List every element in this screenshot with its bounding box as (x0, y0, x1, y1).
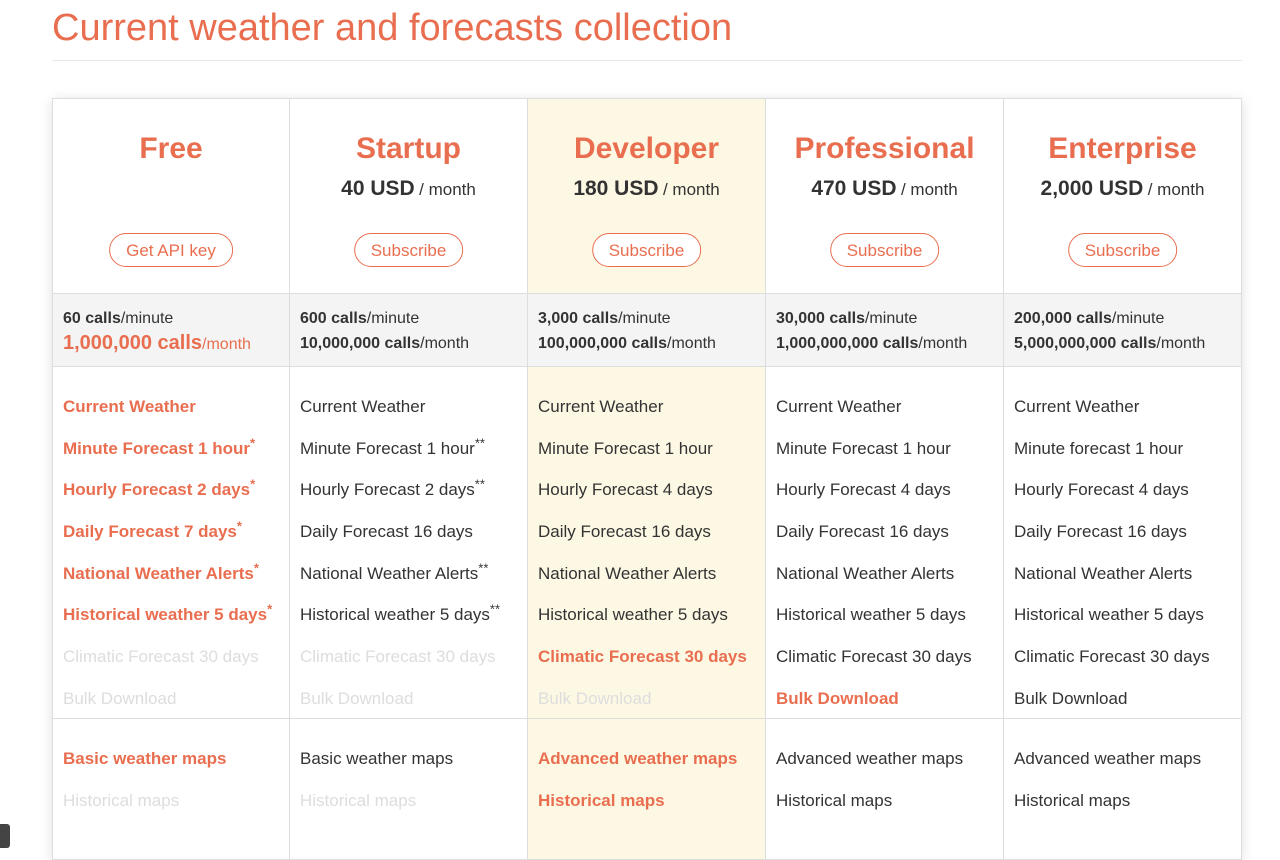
calls-minute-value: 30,000 (776, 310, 825, 327)
feature-item (538, 637, 765, 679)
footnote-mark: ** (489, 601, 501, 617)
calls-word: calls (85, 310, 121, 327)
map-feature-item (538, 781, 765, 823)
feature-item (538, 554, 765, 596)
map-feature-item (1014, 739, 1241, 781)
footnote-mark: * (267, 601, 273, 617)
maps-list (53, 719, 289, 822)
feature-item (63, 595, 289, 637)
feature-label: Historical weather 5 days (776, 605, 966, 625)
maps-list (290, 719, 527, 822)
feature-item (300, 595, 527, 637)
feature-item (63, 679, 289, 721)
feature-item (538, 387, 765, 429)
feature-label: Bulk Download (1014, 688, 1128, 708)
calls-month-value: 1,000,000 (63, 332, 152, 354)
plan-name: Developer (573, 132, 720, 165)
plan-column-enterprise (1003, 99, 1241, 859)
subscribe-button-startup[interactable]: Subscribe (354, 233, 464, 267)
feature-item (538, 512, 765, 554)
price-period: / month (662, 180, 720, 199)
map-feature-label: Historical maps (63, 790, 180, 810)
plan-header (1004, 99, 1241, 293)
map-feature-label: Advanced weather maps (538, 749, 738, 768)
map-feature-label: Advanced weather maps (776, 749, 964, 768)
feature-label: National Weather Alerts (538, 563, 717, 583)
per-minute-unit: /minute (366, 310, 420, 327)
feature-label: Climatic Forecast 30 days (63, 647, 259, 667)
calls-limits (528, 293, 765, 367)
calls-word: calls (882, 335, 919, 352)
plan-price (290, 176, 527, 204)
maps-list (528, 719, 765, 822)
calls-limits (290, 293, 527, 367)
price-period: / month (1147, 180, 1205, 199)
subscribe-button-professional[interactable]: Subscribe (830, 233, 940, 267)
title-divider (52, 60, 1242, 61)
feature-item (63, 429, 289, 471)
feature-label: National Weather Alerts (1014, 563, 1193, 583)
footnote-mark: * (236, 518, 242, 534)
footnote-mark: * (253, 560, 259, 576)
feature-item (63, 387, 289, 429)
plan-header (290, 99, 527, 293)
plan-price (1004, 176, 1241, 204)
map-feature-item (300, 781, 527, 823)
calls-word: calls (582, 310, 619, 327)
feature-label: Historical weather 5 days (63, 605, 268, 625)
footnote-mark: * (250, 435, 256, 451)
map-feature-item (776, 739, 1003, 781)
feature-label: Daily Forecast 7 days (63, 522, 237, 542)
side-tab-handle[interactable] (0, 824, 10, 848)
plan-header (766, 99, 1003, 293)
feature-label: National Weather Alerts (776, 563, 955, 583)
feature-list (528, 367, 765, 719)
calls-limits (1004, 293, 1241, 367)
calls-word: calls (331, 310, 367, 327)
feature-list (290, 367, 527, 719)
map-feature-label: Historical maps (538, 790, 665, 810)
feature-list (1004, 367, 1241, 719)
price-amount: 40 USD (341, 177, 415, 200)
feature-item (776, 387, 1003, 429)
feature-label: National Weather Alerts (300, 563, 479, 583)
feature-label: Historical weather 5 days (1014, 605, 1204, 625)
feature-item (1014, 429, 1241, 471)
per-minute-unit: /minute (618, 310, 671, 327)
map-feature-item (1014, 781, 1241, 823)
feature-label: Climatic Forecast 30 days (300, 647, 496, 667)
per-month-unit: /month (667, 335, 716, 352)
plan-name: Startup (356, 132, 461, 165)
calls-word: calls (631, 335, 668, 352)
feature-item (1014, 554, 1241, 596)
calls-per-month (300, 331, 527, 356)
feature-label: Climatic Forecast 30 days (1014, 647, 1210, 667)
footnote-mark: ** (474, 476, 485, 492)
feature-label: Hourly Forecast 4 days (1014, 480, 1189, 500)
calls-word: calls (384, 335, 421, 352)
feature-label: Minute forecast 1 hour (1014, 438, 1184, 458)
feature-list (766, 367, 1003, 719)
feature-label: Daily Forecast 16 days (300, 522, 473, 542)
feature-label: Historical weather 5 days (300, 605, 490, 625)
feature-item (776, 470, 1003, 512)
feature-label: Bulk Download (538, 688, 652, 708)
calls-per-month (776, 331, 1003, 356)
feature-label: Climatic Forecast 30 days (538, 647, 747, 667)
per-month-unit: /month (1156, 335, 1206, 352)
plan-header (528, 99, 765, 293)
maps-list (1004, 719, 1241, 822)
feature-item (776, 429, 1003, 471)
plan-name: Free (139, 132, 203, 165)
map-feature-item (538, 739, 765, 781)
calls-month-value: 100,000,000 (538, 335, 627, 352)
calls-word: calls (1076, 310, 1112, 327)
map-feature-item (300, 739, 527, 781)
feature-item (776, 637, 1003, 679)
feature-item (300, 470, 527, 512)
feature-item (1014, 470, 1241, 512)
calls-per-month (63, 331, 289, 357)
feature-label: Current Weather (538, 397, 664, 416)
per-minute-unit: /minute (864, 310, 918, 327)
plan-column-professional (765, 99, 1003, 859)
page-title: Current weather and forecasts collection (52, 7, 733, 49)
map-feature-label: Historical maps (1014, 790, 1131, 810)
price-amount: 470 USD (811, 177, 897, 200)
calls-per-minute (538, 306, 765, 331)
feature-item (538, 470, 765, 512)
per-month-unit: /month (918, 335, 968, 352)
plan-name: Professional (794, 132, 975, 165)
feature-label: Bulk Download (300, 688, 414, 708)
feature-item (538, 679, 765, 721)
calls-month-value: 1,000,000,000 (776, 335, 879, 352)
pricing-table (52, 98, 1242, 860)
footnote-mark: ** (478, 560, 489, 576)
feature-label: Bulk Download (776, 688, 899, 708)
feature-item (538, 595, 765, 637)
feature-label: Current Weather (776, 397, 902, 416)
calls-word: calls (1120, 335, 1157, 352)
feature-item (1014, 595, 1241, 637)
feature-label: Current Weather (300, 397, 426, 416)
footnote-mark: ** (474, 435, 485, 451)
calls-per-month (538, 331, 765, 356)
feature-item (300, 387, 527, 429)
calls-minute-value: 3,000 (538, 310, 579, 327)
feature-label: Hourly Forecast 4 days (776, 480, 951, 500)
per-month-unit: /month (420, 335, 470, 352)
map-feature-item (776, 781, 1003, 823)
feature-label: National Weather Alerts (63, 563, 254, 583)
subscribe-button-developer[interactable]: Subscribe (592, 233, 702, 267)
map-feature-label: Historical maps (300, 790, 417, 810)
plan-column-startup (289, 99, 527, 859)
map-feature-label: Basic weather maps (63, 749, 227, 768)
map-feature-label: Advanced weather maps (1014, 749, 1202, 768)
plan-price (766, 176, 1003, 204)
map-feature-item (63, 781, 289, 823)
feature-item (776, 512, 1003, 554)
feature-item (63, 512, 289, 554)
feature-label: Hourly Forecast 2 days (63, 480, 251, 500)
price-period: / month (419, 180, 476, 199)
feature-item (776, 679, 1003, 721)
feature-label: Minute Forecast 1 hour (538, 438, 713, 458)
per-month-unit: /month (202, 336, 251, 353)
feature-item (63, 637, 289, 679)
map-feature-label: Historical maps (776, 790, 893, 810)
feature-label: Daily Forecast 16 days (538, 522, 711, 542)
maps-list (766, 719, 1003, 822)
feature-label: Minute Forecast 1 hour (776, 438, 951, 458)
per-minute-unit: /minute (1111, 310, 1165, 327)
plan-column-free (53, 99, 289, 859)
calls-per-minute (776, 306, 1003, 331)
map-feature-label: Basic weather maps (300, 749, 454, 768)
feature-label: Minute Forecast 1 hour (300, 438, 475, 458)
get-api-key-button[interactable]: Get API key (109, 233, 233, 267)
feature-item (1014, 387, 1241, 429)
calls-per-minute (1014, 306, 1241, 331)
feature-item (1014, 637, 1241, 679)
calls-minute-value: 200,000 (1014, 310, 1072, 327)
feature-item (300, 637, 527, 679)
feature-label: Climatic Forecast 30 days (776, 647, 972, 667)
calls-limits (53, 293, 289, 367)
feature-item (538, 429, 765, 471)
footnote-mark: * (250, 476, 256, 492)
calls-per-month (1014, 331, 1241, 356)
calls-limits (766, 293, 1003, 367)
feature-item (1014, 679, 1241, 721)
feature-item (63, 470, 289, 512)
calls-month-value: 5,000,000,000 (1014, 335, 1117, 352)
feature-item (300, 554, 527, 596)
calls-word: calls (157, 332, 203, 354)
plan-header (53, 99, 289, 293)
price-amount: 180 USD (573, 177, 659, 200)
feature-list (53, 367, 289, 719)
feature-item (300, 679, 527, 721)
feature-label: Current Weather (1014, 397, 1140, 416)
feature-item (300, 429, 527, 471)
calls-word: calls (829, 310, 865, 327)
feature-label: Daily Forecast 16 days (1014, 522, 1187, 542)
feature-item (63, 554, 289, 596)
calls-minute-value: 600 (300, 310, 327, 327)
feature-label: Hourly Forecast 4 days (538, 480, 713, 500)
feature-item (776, 595, 1003, 637)
feature-label: Daily Forecast 16 days (776, 522, 949, 542)
price-period: / month (900, 180, 958, 199)
feature-label: Minute Forecast 1 hour (63, 438, 251, 458)
calls-minute-value: 60 (63, 310, 81, 327)
subscribe-button-enterprise[interactable]: Subscribe (1068, 233, 1178, 267)
feature-label: Hourly Forecast 2 days (300, 480, 475, 500)
feature-item (776, 554, 1003, 596)
plan-column-developer (527, 99, 765, 859)
plan-price (528, 176, 765, 204)
calls-per-minute (300, 306, 527, 331)
calls-month-value: 10,000,000 (300, 335, 381, 352)
map-feature-item (63, 739, 289, 781)
feature-label: Historical weather 5 days (538, 605, 728, 625)
feature-label: Bulk Download (63, 688, 177, 708)
feature-label: Current Weather (63, 397, 196, 416)
calls-per-minute (63, 306, 289, 331)
feature-item (300, 512, 527, 554)
feature-item (1014, 512, 1241, 554)
price-amount: 2,000 USD (1040, 177, 1144, 200)
plan-name: Enterprise (1048, 132, 1197, 165)
per-minute-unit: /minute (120, 310, 174, 327)
